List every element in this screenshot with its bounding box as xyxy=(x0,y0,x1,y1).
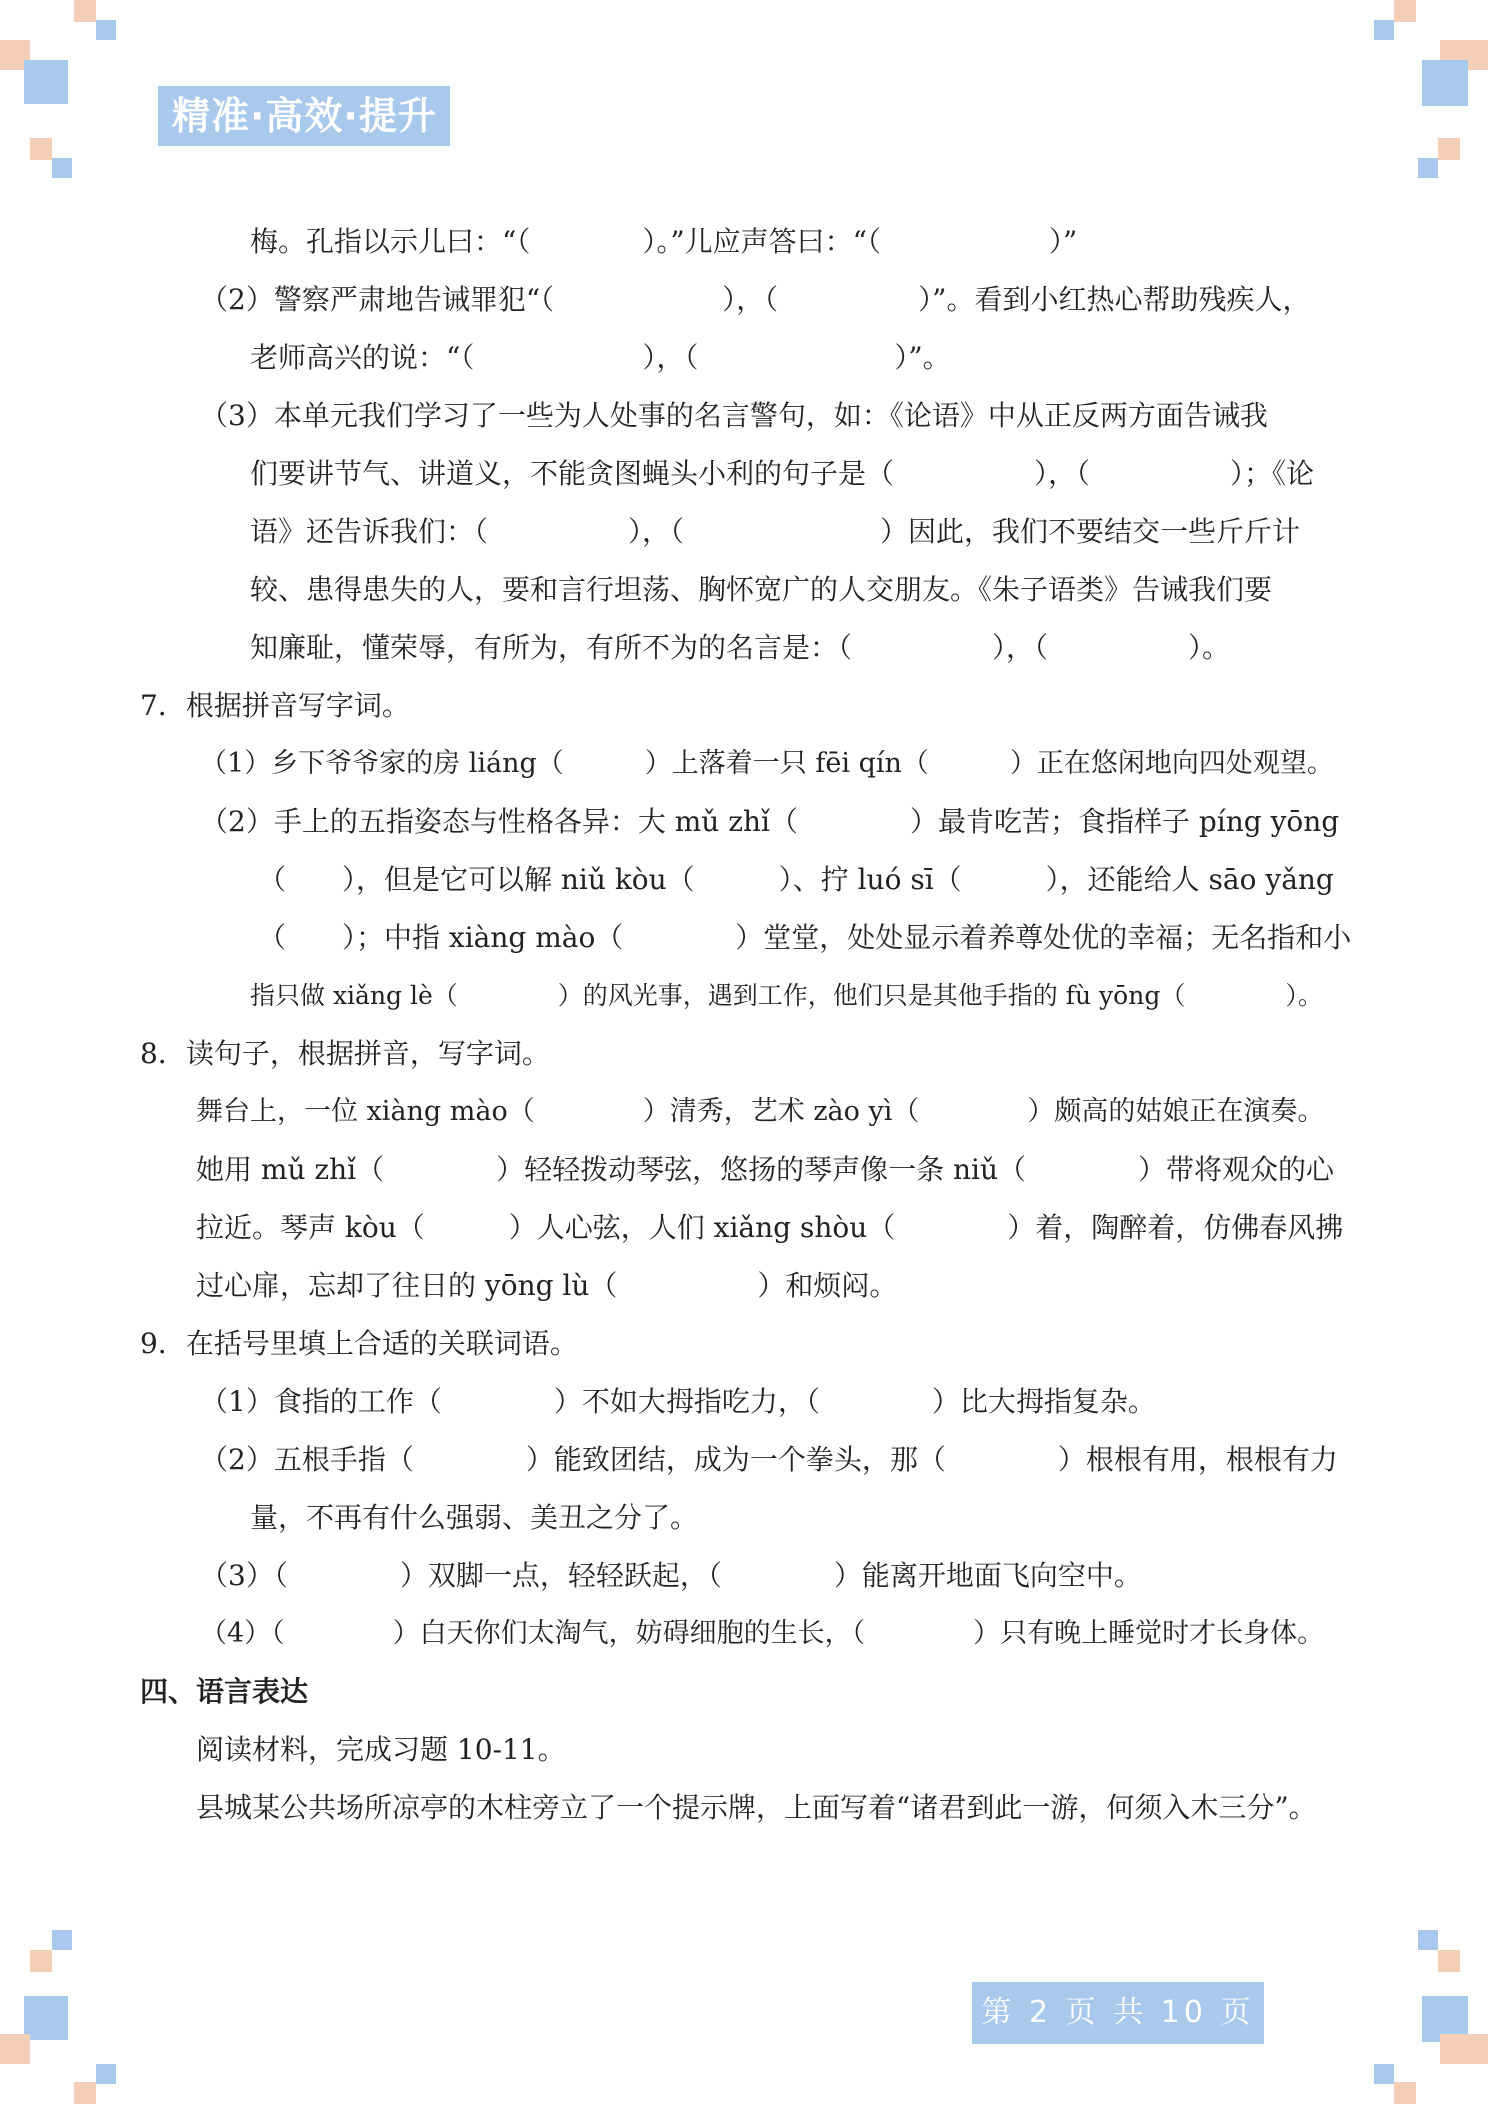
text-line: （2）手上的五指姿态与性格各异：大 mǔ zhǐ（ ）最肯吃苦；食指样子 píng yōng xyxy=(200,805,1340,838)
text-line: （ ），但是它可以解 niǔ kòu（ ）、拧 luó sī（ ），还能给人 sāo yǎng xyxy=(258,863,1334,896)
text-line: （2）警察严肃地告诫罪犯“（ ），（ ）”。看到小红热心帮助残疾人， xyxy=(200,283,1311,316)
page-number: 第 2 页 共 10 页 xyxy=(972,1982,1264,2044)
text-line: （1）食指的工作（ ）不如大拇指吃力，（ ）比大拇指复杂。 xyxy=(200,1385,1156,1418)
header-banner: 精准·高效·提升 xyxy=(158,86,450,146)
text-line: （3）本单元我们学习了一些为人处事的名言警句，如：《论语》中从正反两方面告诫我 xyxy=(200,399,1268,432)
text-line: 梅。孔指以示儿曰：“（ ）。”儿应声答曰：“（ ）” xyxy=(250,225,1078,258)
text-line: 量，不再有什么强弱、美丑之分了。 xyxy=(250,1501,699,1534)
question-title: 9．在括号里填上合适的关联词语。 xyxy=(140,1327,578,1360)
text-line: 老师高兴的说：“（ ），（ ）”。 xyxy=(250,341,951,374)
text-line: 知廉耻，懂荣辱，有所为，有所不为的名言是：（ ），（ ）。 xyxy=(250,631,1231,664)
question-title: 7．根据拼音写字词。 xyxy=(140,689,410,722)
text-line: （1）乡下爷爷家的房 liáng（ ）上落着一只 fēi qín（ ）正在悠闲地向四处观望。 xyxy=(200,748,1334,779)
text-line: （4）（ ）白天你们太淘气，妨碍细胞的生长，（ ）只有晚上睡觉时才长身体。 xyxy=(200,1618,1325,1649)
question-title: 8．读句子，根据拼音，写字词。 xyxy=(140,1037,550,1070)
text-line: 舞台上，一位 xiàng mào（ ）清秀，艺术 zào yì（ ）颇高的姑娘正在演奏。 xyxy=(196,1096,1325,1127)
text-line: 拉近。琴声 kòu（ ）人心弦，人们 xiǎng shòu（ ）着，陶醉着，仿佛春风拂 xyxy=(196,1211,1344,1244)
text-line: （2）五根手指（ ）能致团结，成为一个拳头，那（ ）根根有用，根根有力 xyxy=(200,1443,1338,1476)
text-line: 指只做 xiǎng lè（ ）的风光事，遇到工作，他们只是其他手指的 fù yōng（ ）。 xyxy=(250,981,1323,1010)
text-line: 们要讲节气、讲道义，不能贪图蝇头小利的句子是（ ），（ ）；《论 xyxy=(250,457,1315,490)
text-line: 较、患得患失的人，要和言行坦荡、胸怀宽广的人交朋友。《朱子语类》告诫我们要 xyxy=(250,573,1273,606)
text-line: （3）（ ）双脚一点，轻轻跃起，（ ）能离开地面飞向空中。 xyxy=(200,1559,1142,1592)
text-line: 阅读材料，完成习题 10-11。 xyxy=(196,1733,566,1766)
text-line: （ ）；中指 xiàng mào（ ）堂堂，处处显示着养尊处优的幸福；无名指和小 xyxy=(258,921,1352,954)
text-line: 过心扉，忘却了往日的 yōng lù（ ）和烦闷。 xyxy=(196,1269,898,1302)
section-title: 四、语言表达 xyxy=(140,1675,309,1708)
text-line: 她用 mǔ zhǐ（ ）轻轻拨动琴弦，悠扬的琴声像一条 niǔ（ ）带将观众的心 xyxy=(196,1153,1335,1186)
text-line: 语》还告诉我们：（ ），（ ）因此，我们不要结交一些斤斤计 xyxy=(250,515,1301,548)
text-line: 县城某公共场所凉亭的木柱旁立了一个提示牌，上面写着“诸君到此一游，何须入木三分”。 xyxy=(196,1791,1317,1824)
